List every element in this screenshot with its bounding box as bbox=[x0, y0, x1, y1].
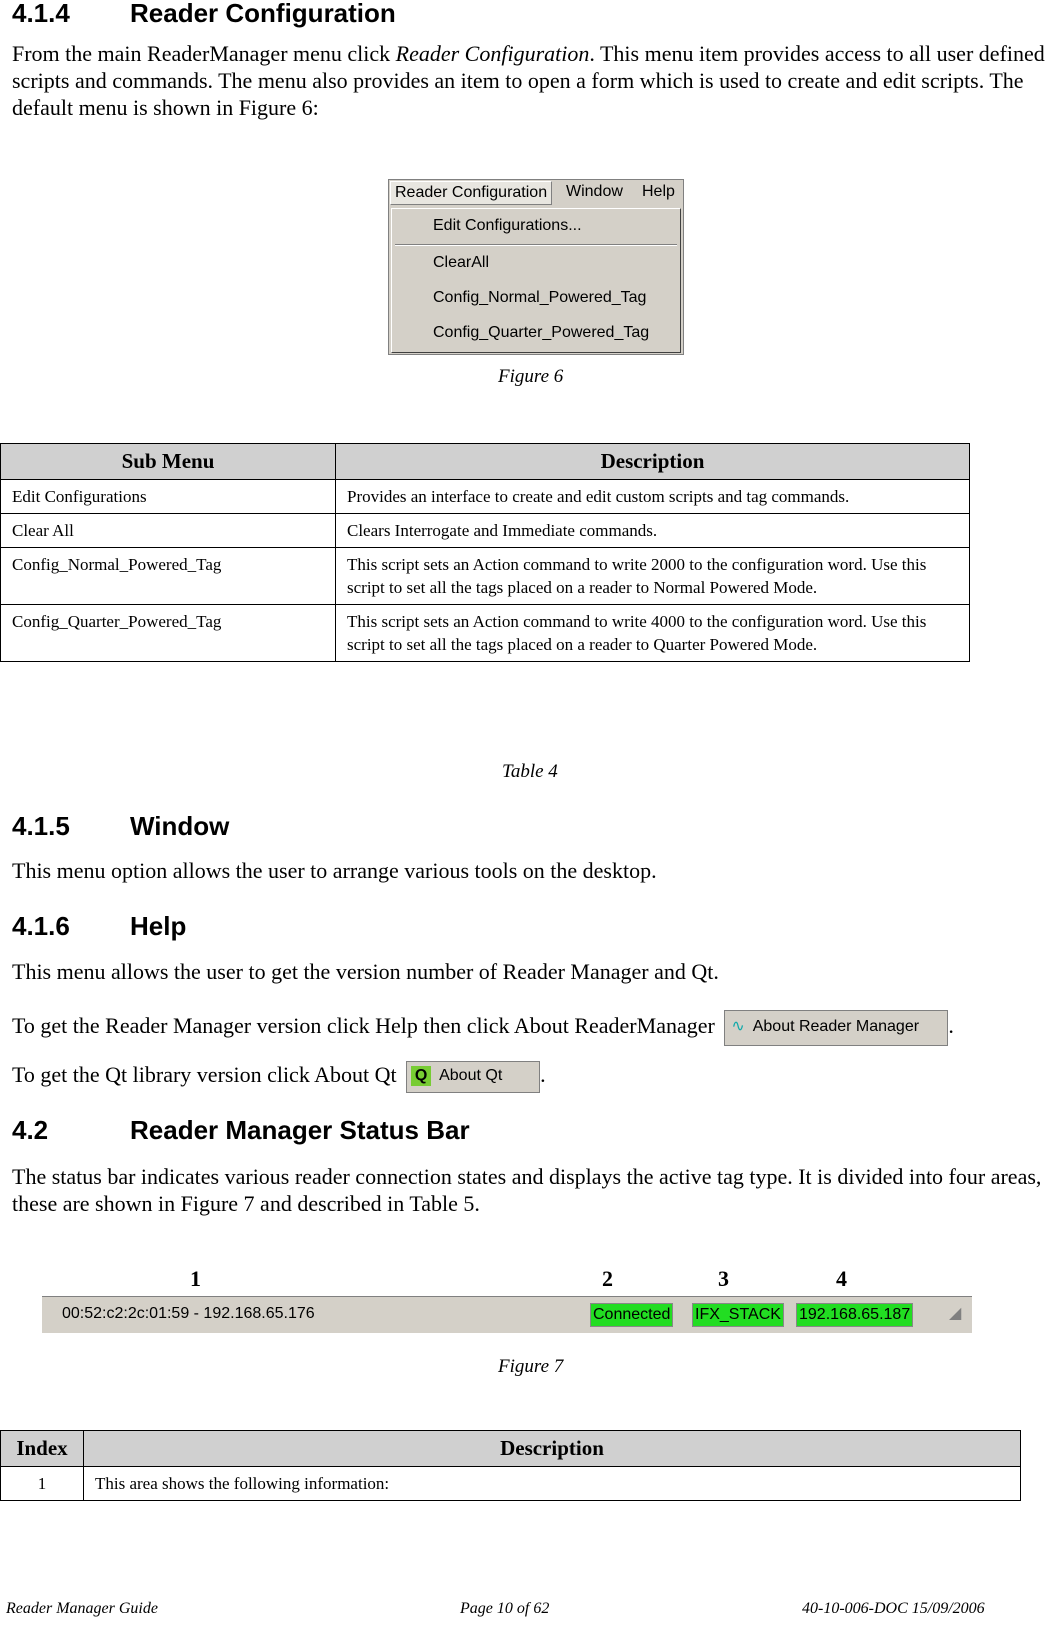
footer-left: Reader Manager Guide bbox=[6, 1600, 158, 1617]
table-cell: 1 bbox=[1, 1467, 84, 1501]
menu-item-config-quarter[interactable]: Config_Quarter_Powered_Tag bbox=[433, 324, 650, 341]
menu-reader-configuration[interactable]: Reader Configuration bbox=[390, 181, 552, 205]
figure-6-menu-screenshot bbox=[388, 179, 684, 355]
emphasis-reader-configuration: Reader Configuration bbox=[395, 41, 590, 66]
table-header: Description bbox=[84, 1431, 1021, 1467]
figure-7-status-bar bbox=[42, 1296, 972, 1333]
section-number: 4.1.4 bbox=[12, 0, 70, 28]
menu-separator bbox=[395, 244, 677, 246]
section-title: Reader Configuration bbox=[130, 0, 396, 28]
menu-item-edit-configurations[interactable]: Edit Configurations... bbox=[433, 217, 582, 234]
section-heading-4-1-4 bbox=[12, 0, 396, 29]
table-row bbox=[1, 605, 970, 662]
table-header: Description bbox=[336, 444, 970, 480]
table-cell: This script sets an Action command to write 2000 to the configuration word. Use this script to set all the tags placed on a reader to Normal Powered Mode. bbox=[336, 548, 970, 605]
table-row bbox=[1, 480, 970, 514]
table-4-caption: Table 4 bbox=[502, 761, 558, 782]
resize-grip-icon[interactable]: ◢ bbox=[949, 1305, 962, 1322]
menu-item-config-normal[interactable]: Config_Normal_Powered_Tag bbox=[433, 289, 647, 306]
qt-logo-icon: Q bbox=[411, 1066, 431, 1086]
section-title: Window bbox=[130, 811, 230, 841]
table-cell: Clear All bbox=[1, 514, 336, 548]
status-index-3: 3 bbox=[718, 1266, 729, 1291]
table-header: Index bbox=[1, 1431, 84, 1467]
status-index-1: 1 bbox=[190, 1266, 201, 1291]
section-title: Reader Manager Status Bar bbox=[130, 1115, 470, 1145]
paragraph-about-rm: To get the Reader Manager version click Help then click About ReaderManager ∿ About Reader Manager . bbox=[12, 1010, 954, 1046]
table-cell: Config_Normal_Powered_Tag bbox=[1, 548, 336, 605]
table-header: Sub Menu bbox=[1, 444, 336, 480]
section-title: Help bbox=[130, 911, 187, 941]
paragraph-window: This menu option allows the user to arrange various tools on the desktop. bbox=[12, 858, 657, 883]
section-number: 4.1.5 bbox=[12, 811, 70, 841]
table-cell: This script sets an Action command to write 4000 to the configuration word. Use this script to set all the tags placed on a reader to Quarter Powered Mode. bbox=[336, 605, 970, 662]
pulse-icon: ∿ bbox=[731, 1018, 745, 1035]
dropdown-menu bbox=[391, 208, 681, 353]
menu-item-clear-all[interactable]: ClearAll bbox=[433, 254, 490, 271]
paragraph-about-qt: To get the Qt library version click About Qt Q About Qt . bbox=[12, 1061, 546, 1093]
footer-doc-id: 40-10-006-DOC 15/09/2006 bbox=[802, 1600, 985, 1617]
table-5 bbox=[0, 1430, 1021, 1501]
menu-help[interactable]: Help bbox=[642, 183, 675, 200]
section-number: 4.2 bbox=[12, 1115, 49, 1145]
table-cell: Edit Configurations bbox=[1, 480, 336, 514]
table-row bbox=[1, 1467, 1021, 1501]
paragraph-help: This menu allows the user to get the version number of Reader Manager and Qt. bbox=[12, 959, 719, 984]
table-cell: This area shows the following information: bbox=[84, 1467, 1021, 1501]
menu-window[interactable]: Window bbox=[566, 183, 623, 200]
status-reader-ip: 192.168.65.187 bbox=[796, 1303, 913, 1327]
status-tag-type: IFX_STACK bbox=[692, 1303, 784, 1327]
table-row bbox=[1, 514, 970, 548]
table-row bbox=[1, 548, 970, 605]
status-address: 00:52:c2:2c:01:59 - 192.168.65.176 bbox=[62, 1305, 315, 1322]
table-cell: Config_Quarter_Powered_Tag bbox=[1, 605, 336, 662]
section-heading-4-1-6 bbox=[12, 911, 186, 942]
about-qt-button[interactable]: Q About Qt bbox=[406, 1061, 540, 1093]
menu-bar bbox=[389, 180, 683, 207]
paragraph-status-bar: The status bar indicates various reader connection states and displays the active tag type. It is divided into four areas, these are shown in Figure 7 and described in Table 5. bbox=[12, 1164, 1042, 1216]
section-number: 4.1.6 bbox=[12, 911, 70, 941]
figure-6-caption: Figure 6 bbox=[498, 366, 564, 387]
status-index-4: 4 bbox=[836, 1266, 847, 1291]
status-index-2: 2 bbox=[602, 1266, 613, 1291]
table-cell: Clears Interrogate and Immediate commands. bbox=[336, 514, 970, 548]
section-heading-4-2 bbox=[12, 1115, 470, 1146]
status-connected: Connected bbox=[590, 1303, 673, 1327]
table-cell: Provides an interface to create and edit custom scripts and tag commands. bbox=[336, 480, 970, 514]
paragraph-reader-config: From the main ReaderManager menu click Reader Configuration. This menu item provides access to all user defined scripts and commands. The menu also provides an item to open a form which is used to create and edit scripts. The default menu is shown in Figure 6: bbox=[12, 41, 1045, 120]
section-heading-4-1-5 bbox=[12, 811, 229, 842]
about-reader-manager-button[interactable]: ∿ About Reader Manager bbox=[724, 1010, 948, 1046]
figure-7-caption: Figure 7 bbox=[498, 1356, 564, 1377]
footer-page-number: Page 10 of 62 bbox=[460, 1600, 550, 1617]
table-4 bbox=[0, 443, 970, 662]
